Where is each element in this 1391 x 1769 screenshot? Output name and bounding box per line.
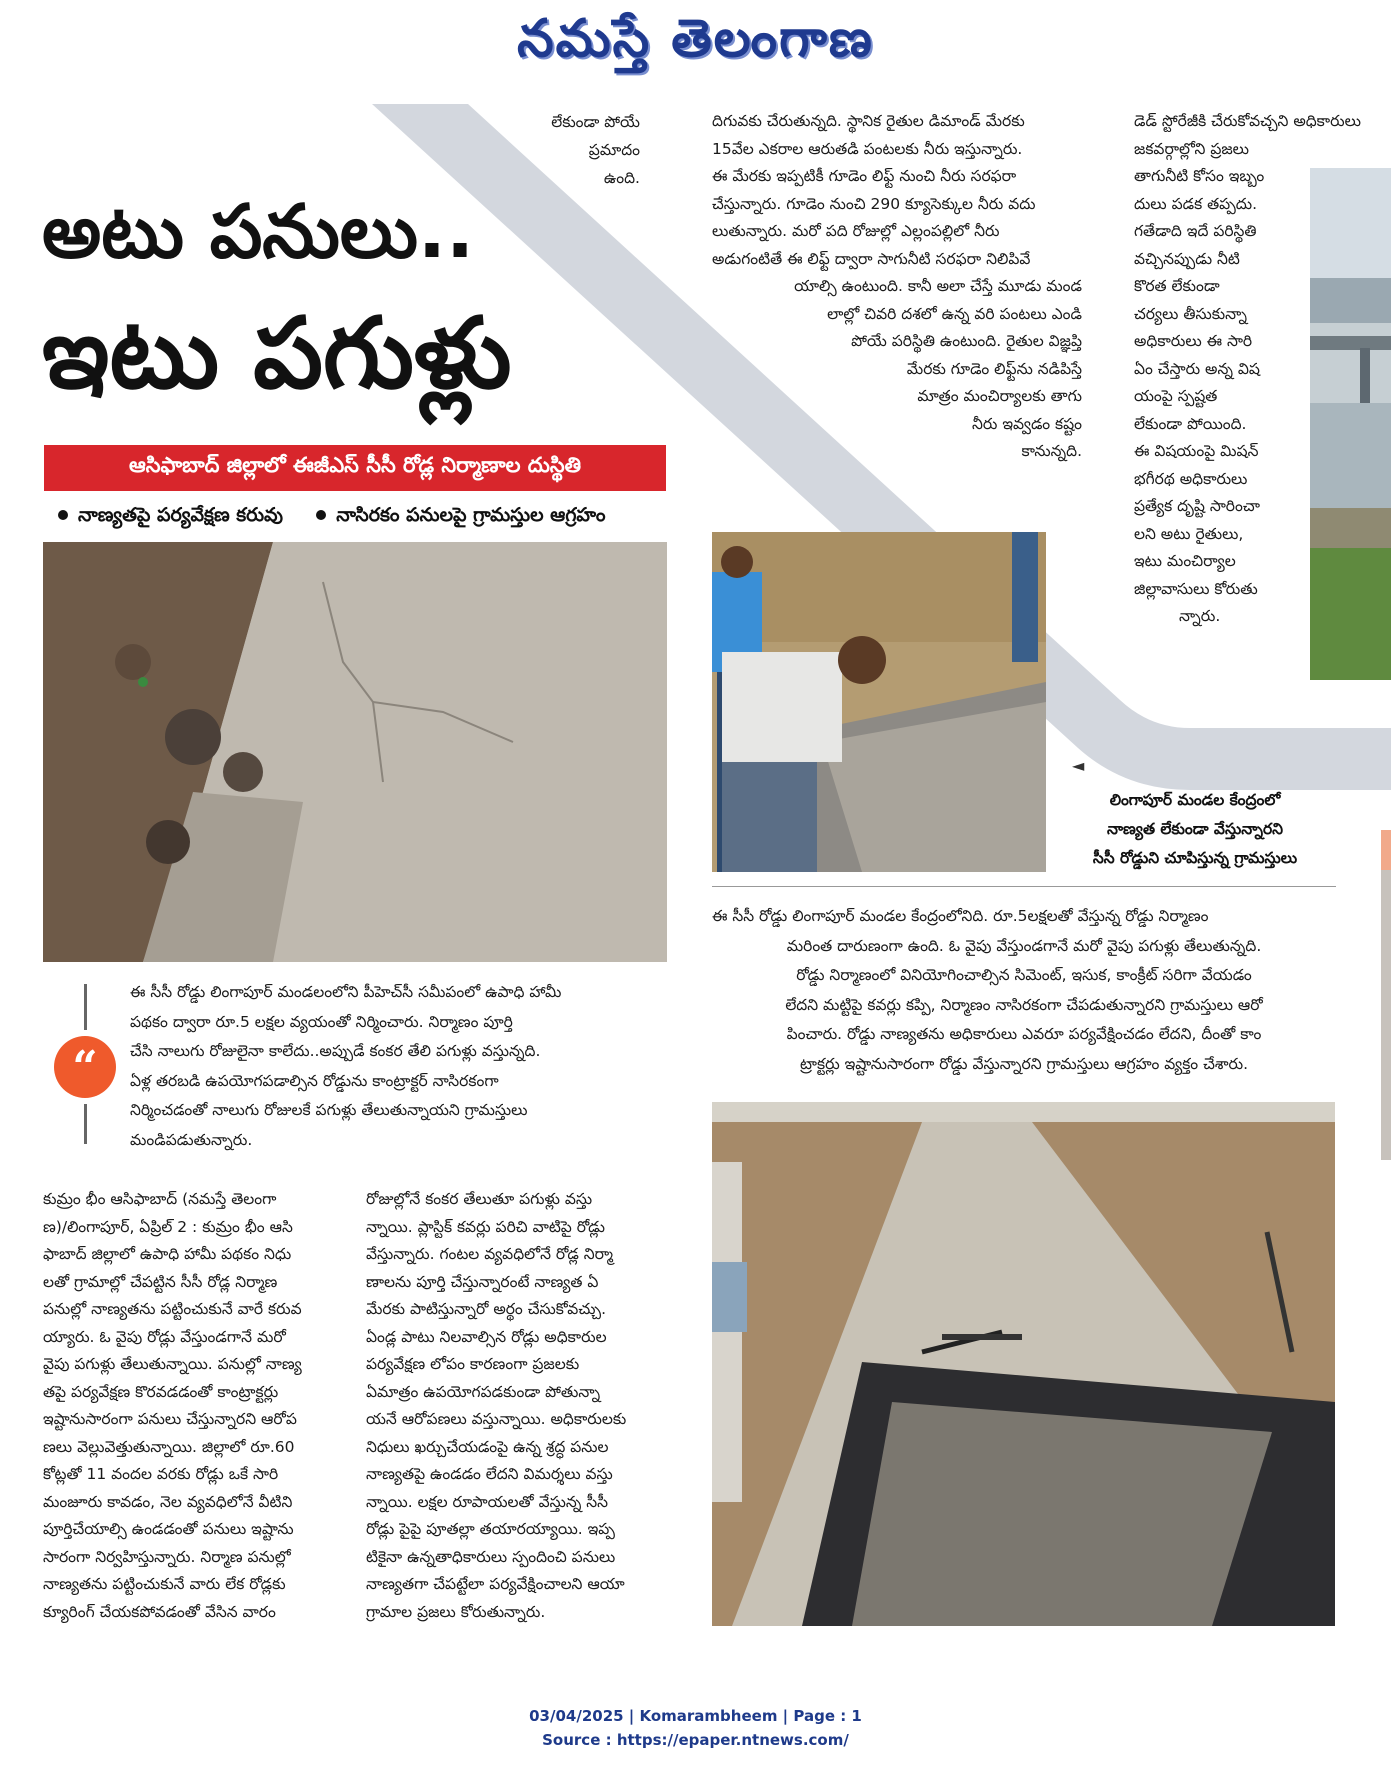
caption-pointer-icon: ◄ — [1072, 756, 1085, 775]
quote-bar-top — [84, 984, 87, 1030]
right-edge-photo-fragment — [1381, 830, 1391, 1160]
footer-source: Source : https://epaper.ntnews.com/ — [542, 1731, 849, 1749]
quote-bar-bottom — [84, 1104, 87, 1144]
lake-photo — [1310, 168, 1391, 680]
body-middle-column: రోజుల్లోనే కంకర తేలుతూ పగుళ్లు వస్తు న్నాయి. ప్లాస్టిక్ కవర్లు పరిచి వాటిపై రోడ్లు వేస్తున్నారు. గంటల వ్యవధిలోనే రోడ్ల నిర్మా ణాలను పూర్తి చేస్తున్నారంటే నాణ్యత ఏ మేరకు పాటిస్తున్నారో అర్థం చేసుకోవచ్చు. ఏండ్ల పాటు నిలవాల్సిన రోడ్లు అధికారుల పర్యవేక్షణ లోపం కారణంగా ప్రజలకు ఏమాత్రం ఉపయోగపడకుండా పోతున్నా యనే ఆరోపణలు వస్తున్నాయి. అధికారులకు నిధులు ఖర్చుచేయడంపై ఉన్న శ్రద్ధ పనుల నాణ్యతపై ఉండడం లేదని విమర్శలు వస్తు న్నాయి. లక్షల రూపాయలతో వేస్తున్న సీసీ రోడ్లు పైపై పూతల్లా తయారయ్యాయి. ఇప్ప టికైనా ఉన్నతాధికారులు స్పందించి పనులు నాణ్యతగా చేపట్టేలా పర్యవేక్షించాలని ఆయా గ్రామాల ప్రజలు కోరుతున్నారు. — [366, 1190, 627, 1621]
subheadline-bar: ఆసిఫాబాద్ జిల్లాలో ఈజీఎస్ సీసీ రోడ్ల నిర్మాణాల దుస్థితి — [44, 445, 666, 491]
photo-caption: లింగాపూర్ మండల కేంద్రంలో నాణ్యత లేకుండా వేస్తున్నారని సీసీ రోడ్డుని చూపిస్తున్న గ్రామస్తులు — [1092, 791, 1298, 867]
body-left-column: కుమ్రం భీం ఆసిఫాబాద్ (నమస్తే తెలంగా ణ)/లింగాపూర్, ఏప్రిల్ 2 : కుమ్రం భీం ఆసి ఫాబాద్ జిల్లాలో ఉపాధి హామీ పథకం నిధు లతో గ్రామాల్లో చేపట్టిన సీసీ రోడ్ల నిర్మాణ పనుల్లో నాణ్యతను పట్టించుకునే వారే కరువ య్యారు. ఓ వైపు రోడ్లు వేస్తుండగానే మరో వైపు పగుళ్లు తేలుతున్నాయి. పనుల్లో నాణ్య తపై పర్యవేక్షణ కొరవడడంతో కాంట్రాక్టర్లు ఇష్టానుసారంగా పనులు చేస్తున్నారని ఆరోప ణలు వెల్లువెత్తుతున్నాయి. జిల్లాలో రూ.60 కోట్లతో 11 వందల వరకు రోడ్లు ఒకే సారి మంజూరు కావడం, నెల వ్యవధిలోనే వీటిని పూర్తిచేయాల్సి ఉండడంతో పనులు ఇష్టాను సారంగా నిర్వహిస్తున్నారు. నిర్మాణ పనుల్లో నాణ్యతను పట్టించుకునే వారు లేక రోడ్లకు క్యూరింగ్ చేయకపోవడంతో వేసిన వారం — [43, 1190, 302, 1621]
bullet-points — [58, 504, 605, 531]
bullet-2: నాసిరకం పనులపై గ్రామస్తుల ఆగ్రహం — [336, 504, 606, 526]
headline-line-1: అటు పనులు.. — [42, 189, 475, 275]
caption-rule — [712, 886, 1336, 887]
right-column-text: డెడ్ స్టోరేజీకి చేరుకోవచ్చని అధికారులు జకవర్గాల్లోని ప్రజలు తాగునీటి కోసం ఇబ్బం దులు పడక తప్పదు. గతేడాది ఇదే పరిస్థితి వచ్చినప్పుడు నీటి కొరత లేకుండా చర్యలు తీసుకున్నా అధికారులు ఈ సారి ఏం చేస్తారు అన్న విష యంపై స్పష్టత లేకుండా పోయింది. ఈ విషయంపై మిషన్ భగీరథ అధికారులు ప్రత్యేక దృష్టి సారించా లని అటు రైతులు, ఇటు మంచిర్యాల జిల్లావాసులు కోరుతు న్నారు. — [1134, 112, 1362, 625]
bullet-1: నాణ్యతపై పర్యవేక్షణ కరువు — [78, 504, 283, 526]
headline-line-2: ఇటు పగుళ్లు — [42, 297, 512, 411]
masthead-logo: నమస్తే తెలంగాణ — [517, 8, 874, 69]
right-edge-color-block — [1381, 830, 1391, 870]
cracked-road-photo — [43, 542, 667, 962]
middle-column-text: దిగువకు చేరుతున్నది. స్థానిక రైతుల డిమాండ్ మేరకు 15వేల ఎకరాల ఆరుతడి పంటలకు నీరు ఇస్తున్నారు. ఈ మేరకు ఇప్పటికీ గూడెం లిఫ్ట్ నుంచి నీరు సరఫరా చేస్తున్నారు. గూడెం నుంచి 290 క్యూసెక్కుల నీరు వదు లుతున్నారు. మరో పది రోజుల్లో ఎల్లంపల్లిలో నీరు అడుగంటితే ఈ లిఫ్ట్ ద్వారా సాగునీటి సరఫరా నిలిపివే యాల్సి ఉంటుంది. కానీ అలా చేస్తే మూడు మండ లాల్లో చివరి దశలో ఉన్న వరి పంటలు ఎండి పోయే పరిస్థితి ఉంటుంది. రైతుల విజ్ఞప్తి మేరకు గూడెం లిఫ్ట్‌ను నడిపిస్తే మాత్రం మంచిర్యాలకు తాగు నీరు ఇవ్వడం కష్టం కానున్నది. — [712, 112, 1082, 460]
footer-date-page: 03/04/2025 | Komarambheem | Page : 1 — [529, 1707, 862, 1725]
new-road-photo — [712, 1102, 1335, 1626]
top-left-fragment: లేకుండా పోయే ప్రమాదం ఉంది. — [551, 113, 640, 187]
quote-icon: “ — [54, 1036, 116, 1098]
road-paragraph: ఈ సీసీ రోడ్డు లింగాపూర్ మండల కేంద్రంలోనిది. రూ.5లక్షలతో వేస్తున్న రోడ్డు నిర్మాణం మరింత దారుణంగా ఉంది. ఓ వైపు వేస్తుండగానే మరో వైపు పగుళ్లు తేలుతున్నది. రోడ్డు నిర్మాణంలో వినియోగించాల్సిన సిమెంట్, ఇసుక, కాంక్రీట్ సరిగా వేయడం లేదని మట్టిపై కవర్లు కప్పి, నిర్మాణం నాసిరకంగా చేపడుతున్నారని గ్రామస్తులు ఆరో పించారు. రోడ్డు నాణ్యతను అధికారులు ఎవరూ పర్యవేక్షించడం లేదని, దీంతో కాం ట్రాక్టర్లు ఇష్టానుసారంగా రోడ్డు వేస్తున్నారని గ్రామస్తులు ఆగ్రహం వ్యక్తం చేశారు. — [712, 907, 1263, 1073]
pull-quote-text: ఈ సీసీ రోడ్డు లింగాపూర్ మండలంలోని పీహెచ్‌సీ సమీపంలో ఉపాధి హామీ పథకం ద్వారా రూ.5 లక్షల వ్యయంతో నిర్మించారు. నిర్మాణం పూర్తి చేసి నాలుగు రోజులైనా కాలేదు..అప్పుడే కంకర తేలి పగుళ్లు వస్తున్నది. ఏళ్ల తరబడి ఉపయోగపడాల్సిన రోడ్డును కాంట్రాక్టర్ నాసిరకంగా నిర్మించడంతో నాలుగు రోజులకే పగుళ్లు తేలుతున్నాయని గ్రామస్తులు మండిపడుతున్నారు. — [130, 983, 562, 1149]
workers-photo — [712, 532, 1046, 872]
